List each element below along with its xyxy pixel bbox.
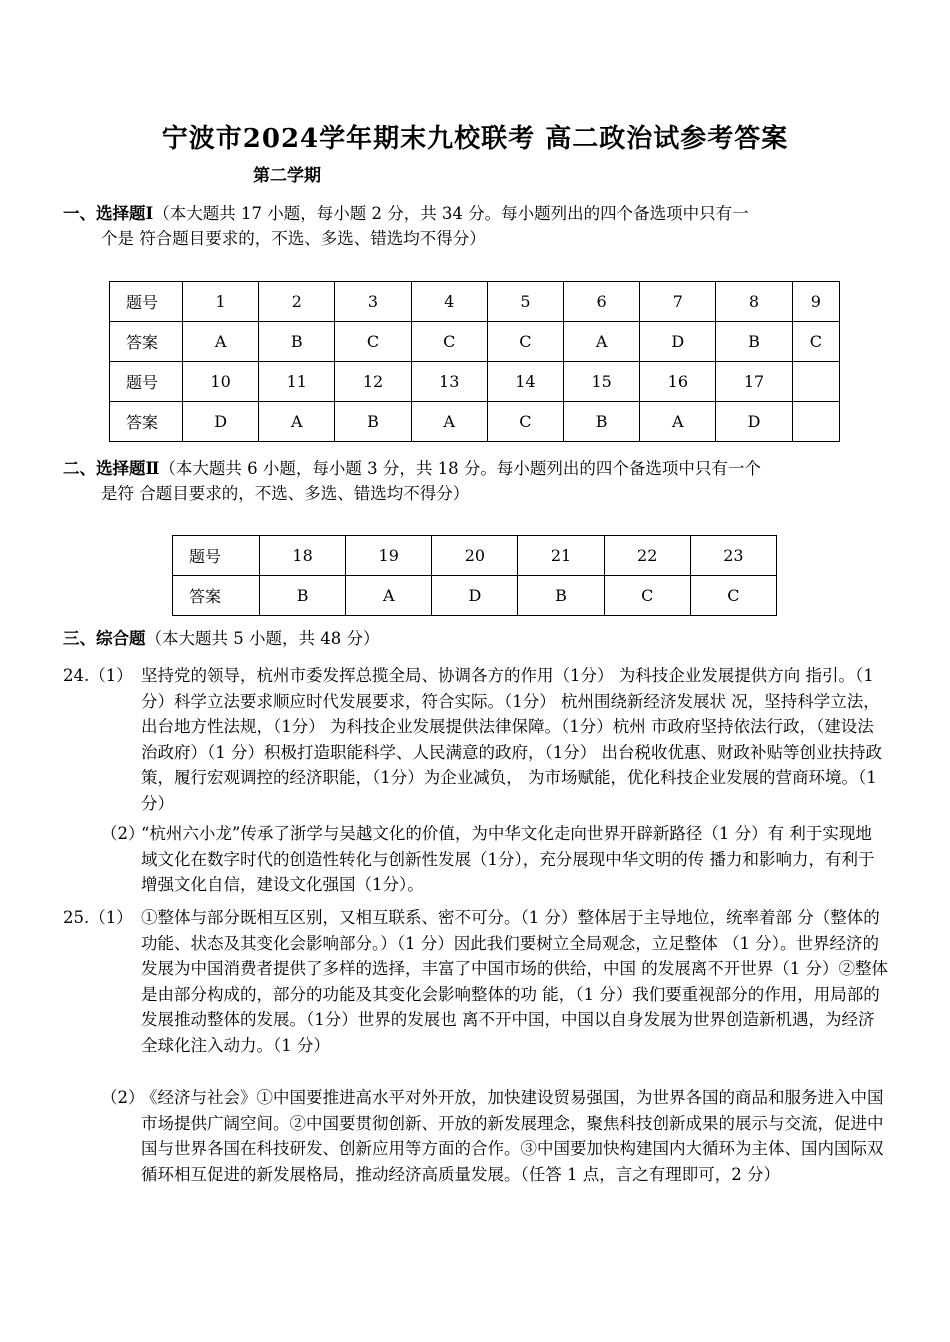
question-25-part-2-label: （2） <box>101 1088 145 1107</box>
row-label-cell: 题号 <box>110 362 183 402</box>
section-1-title: 一、选择题Ⅰ <box>63 204 154 223</box>
answer-cell: 3 <box>335 282 411 322</box>
answer-cell: C <box>604 576 690 616</box>
answer-cell: 12 <box>335 362 411 402</box>
answer-cell: A <box>640 402 716 442</box>
answer-cell: 11 <box>259 362 335 402</box>
question-24-part-2 <box>101 821 888 898</box>
answer-cell: 5 <box>487 282 563 322</box>
answer-cell: D <box>640 322 716 362</box>
answer-cell: 21 <box>518 536 604 576</box>
answer-cell: B <box>518 576 604 616</box>
answer-cell: B <box>564 402 640 442</box>
table-row <box>173 536 777 576</box>
answer-cell: 8 <box>716 282 792 322</box>
question-25-part-1-text: ①整体与部分既相互区别，又相互联系、密不可分。（1 分）整体居于主导地位，统率着部 分（整体的功能、状态及其变化会影响部分。）（1 分）因此我们要树立全局观念，立足整体 （1 分）。世界经济的发展为中国消费者提供了多样的选择，丰富了中国市场的供给，中国 的发展离不开世界（1 分）②整体是由部分构成的，部分的功能及其变化会影响整体的功 能，（1 分）我们要重视部分的作用，用局部的发展推动整体的发展。（1分）世界的发展也 离不开中国，中国以自身发展为世界创造新机遇，为经济全球化注入动力。（1 分） <box>141 908 888 1055</box>
question-25-part-1 <box>63 905 888 1058</box>
question-24-part-1-text: 坚持党的领导，杭州市委发挥总揽全局、协调各方的作用（1分） 为科技企业发展提供方向 指引。（1 分）科学立法要求顺应时代发展要求，符合实际。（1分） 杭州围绕新经济发展状 况，坚持科学立法，出台地方性法规，（1分） 为科技企业发展提供法律保障。（1分）杭州 市政府坚持依法行政，（建设法治政府）（1 分）积极打造职能科学、人民满意的政府，（1分） 出台税收优惠、财政补贴等创业扶持政策，履行宏观调控的经济职能，（1分）为企业减负， 为市场赋能，优化科技企业发展的营商环境。（1分） <box>141 666 882 813</box>
answer-cell: 22 <box>604 536 690 576</box>
row-label-cell: 题号 <box>110 282 183 322</box>
answer-cell: 17 <box>716 362 792 402</box>
table-row <box>110 362 840 402</box>
section-3-desc: （本大题共 5 小题，共 48 分） <box>145 629 380 648</box>
answer-cell: C <box>411 322 487 362</box>
answer-cell: 20 <box>432 536 518 576</box>
answer-cell: A <box>346 576 432 616</box>
section-1-answer-table <box>109 281 840 442</box>
answer-cell: C <box>487 402 563 442</box>
answer-cell: B <box>716 322 792 362</box>
answer-cell: B <box>260 576 346 616</box>
answer-cell <box>792 402 839 442</box>
question-24-part-2-label: （2） <box>101 824 145 843</box>
question-25-number: 25.（1） <box>63 908 133 927</box>
page-subtitle: 第二学期 <box>253 166 321 186</box>
table-row <box>110 402 840 442</box>
answer-cell: 7 <box>640 282 716 322</box>
row-label-cell: 题号 <box>173 536 260 576</box>
question-25-part-2-text: 《经济与社会》①中国要推进高水平对外开放，加快建设贸易强国，为世界各国的商品和服务进入中国市场提供广阔空间。②中国要贯彻创新、开放的新发展理念，聚焦科技创新成果的展示与交流，促进中国与世界各国在科技研发、创新应用等方面的合作。③中国要加快构建国内大循环为主体、国内国际双循环相互促进的新发展格局，推动经济高质量发展。（任答 1 点，言之有理即可，2 分） <box>141 1088 884 1184</box>
answer-cell: C <box>792 322 839 362</box>
answer-cell: A <box>564 322 640 362</box>
answer-cell <box>792 362 839 402</box>
answer-cell: B <box>259 322 335 362</box>
answer-cell: 10 <box>183 362 259 402</box>
answer-cell: 13 <box>411 362 487 402</box>
answer-cell: C <box>487 322 563 362</box>
row-label-cell: 答案 <box>173 576 260 616</box>
section-3-title: 三、综合题 <box>63 629 146 648</box>
answer-cell: 4 <box>411 282 487 322</box>
question-24-part-1 <box>63 663 888 816</box>
answer-cell: C <box>690 576 776 616</box>
answer-cell: 1 <box>183 282 259 322</box>
question-24-part-2-text: “杭州六小龙”传承了浙学与吴越文化的价值，为中华文化走向世界开辟新路径（1 分）有 利于实现地域文化在数字时代的创造性转化与创新性发展（1分），充分展现中华文明的传 播力和影响力，有利于增强文化自信，建设文化强国（1分）。 <box>141 824 875 894</box>
section-1-heading <box>63 201 883 251</box>
table-row <box>110 322 840 362</box>
answer-cell: 18 <box>260 536 346 576</box>
section-1-desc-cont: 个是 符合题目要求的，不选、多选、错选均不得分） <box>101 229 486 248</box>
answer-cell: 2 <box>259 282 335 322</box>
answer-cell: 9 <box>792 282 839 322</box>
section-2-heading <box>63 456 883 506</box>
answer-cell: D <box>716 402 792 442</box>
answer-cell: 14 <box>487 362 563 402</box>
row-label-cell: 答案 <box>110 402 183 442</box>
answer-cell: A <box>183 322 259 362</box>
section-1-desc: （本大题共 17 小题，每小题 2 分，共 34 分。每小题列出的四个备选项中只有一 <box>153 204 749 223</box>
answer-cell: 16 <box>640 362 716 402</box>
answer-cell: 19 <box>346 536 432 576</box>
page-title: 宁波市2024学年期末九校联考 高二政治试参考答案 <box>161 124 789 154</box>
question-25-part-2 <box>101 1085 888 1187</box>
section-2-answer-table <box>172 535 777 616</box>
answer-cell: A <box>411 402 487 442</box>
table-row <box>173 576 777 616</box>
section-2-desc: （本大题共 6 小题，每小题 3 分，共 18 分。每小题列出的四个备选项中只有一个 <box>159 459 761 478</box>
section-2-desc-cont: 是符 合题目要求的，不选、多选、错选均不得分） <box>101 484 470 503</box>
row-label-cell: 答案 <box>110 322 183 362</box>
answer-cell: 6 <box>564 282 640 322</box>
answer-cell: 15 <box>564 362 640 402</box>
answer-cell: A <box>259 402 335 442</box>
answer-cell: D <box>432 576 518 616</box>
table-row <box>110 282 840 322</box>
answer-cell: C <box>335 322 411 362</box>
answer-cell: D <box>183 402 259 442</box>
section-3-heading <box>63 626 883 651</box>
question-24-number: 24.（1） <box>63 666 133 685</box>
section-2-title: 二、选择题Ⅱ <box>63 459 160 478</box>
answer-cell: 23 <box>690 536 776 576</box>
answer-cell: B <box>335 402 411 442</box>
